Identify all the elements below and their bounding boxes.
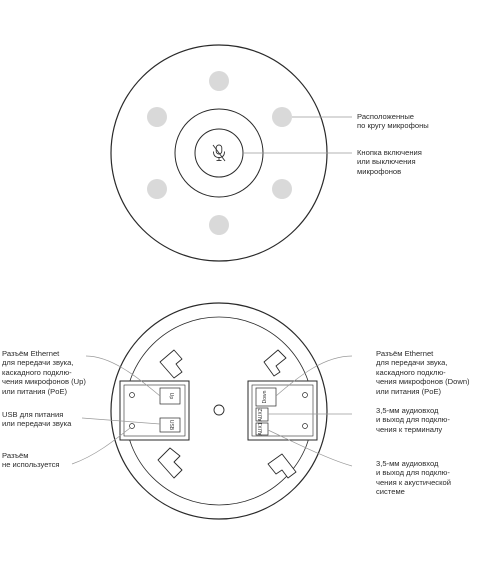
microphone-dot (209, 215, 229, 235)
bottom-view (72, 303, 352, 519)
aux2-label: 3,5-мм аудиовход и выход для подклю- чения к терминалу (376, 406, 450, 434)
microphone-dot (209, 71, 229, 91)
unused-port-label: Разъём не используется (2, 451, 60, 470)
microphone-dot (272, 107, 292, 127)
top-view (111, 45, 352, 261)
center-screw (214, 405, 224, 415)
port-text-aux1: AUX1 (258, 422, 264, 436)
port-text-down: Down (262, 390, 268, 404)
right-port-panel (248, 381, 317, 440)
aux1-label: 3,5-мм аудиовход и выход для подклю- чения к акустической системе (376, 459, 451, 497)
usb-label: USB для питания или передачи звука (2, 410, 72, 429)
microphone-dot (147, 179, 167, 199)
port-text-up: Up (168, 392, 174, 400)
mic-ring-label: Расположенные по кругу микрофоны (357, 112, 429, 131)
port-text-usb: USB (168, 419, 174, 431)
microphone-dot (147, 107, 167, 127)
ethernet-down-label: Разъём Ethernet для передачи звука, каскадного подклю- чения микрофонов (Down) или питания (PoE) (376, 349, 470, 396)
mute-button-label: Кнопка включения или выключения микрофонов (357, 148, 422, 176)
microphone-dot (272, 179, 292, 199)
port-text-aux2: AUX2 (258, 408, 264, 422)
left-port-panel (120, 381, 189, 440)
ethernet-up-label: Разъём Ethernet для передачи звука, каскадного подклю- чения микрофонов (Up) или питания (PoE) (2, 349, 86, 396)
